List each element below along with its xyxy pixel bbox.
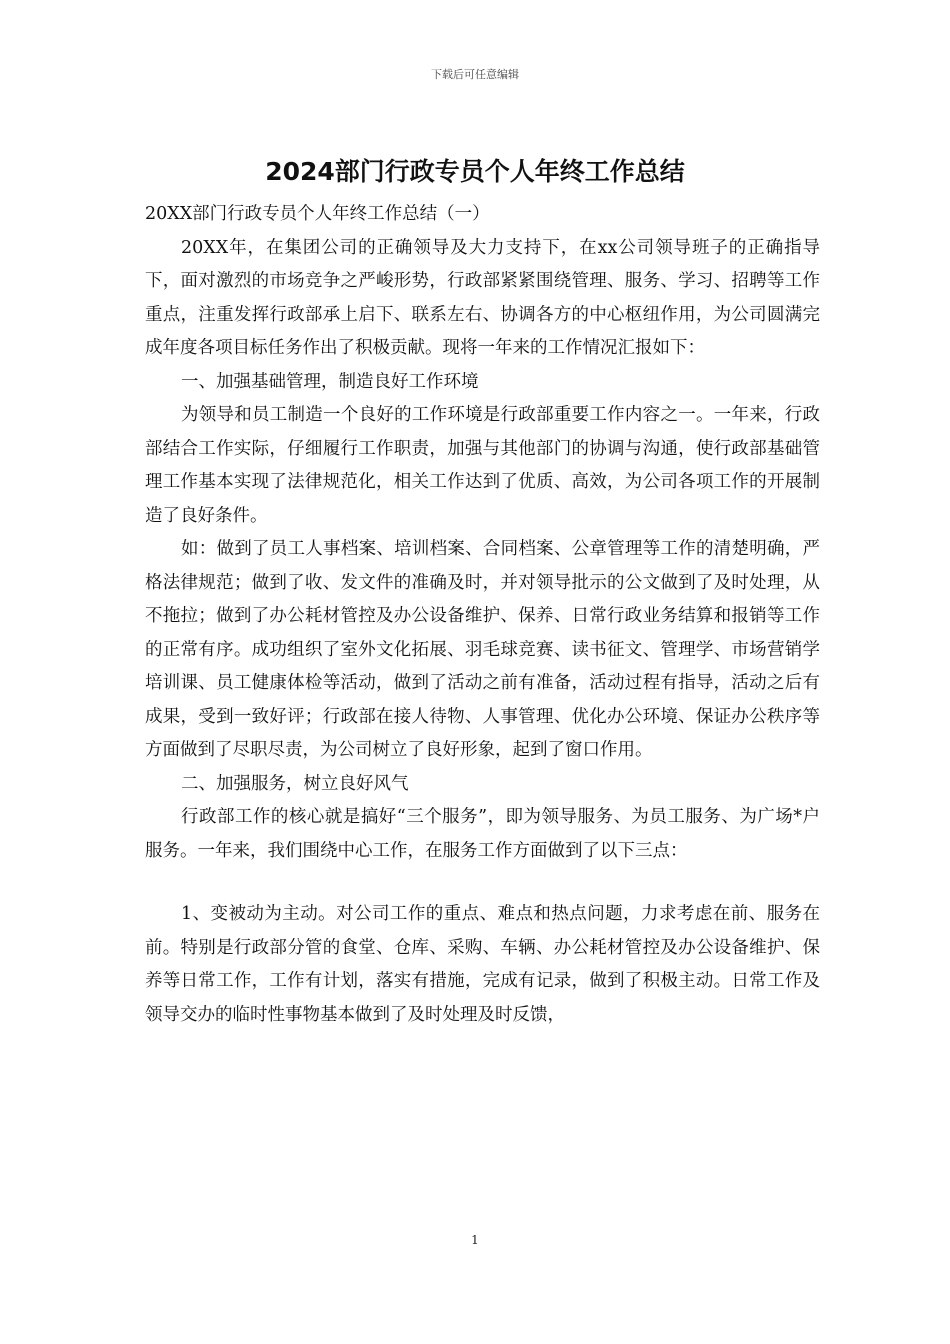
paragraph-section-1-examples: 如：做到了员工人事档案、培训档案、合同档案、公章管理等工作的清楚明确，严格法律规范；做到了收、发文件的准确及时，并对领导批示的公文做到了及时处理，从不拖拉；做到了办公耗材管控及办公设备维护、保养、日常行政业务结算和报销等工作的正常有序。成功组织了室外文化拓展、羽毛球竞赛、读书征文、管理学、市场营销学培训课、员工健康体检等活动，做到了活动之前有准备，活动过程有指导，活动之后有成果，受到一致好评；行政部在接人待物、人事管理、优化办公环境、保证办公秩序等方面做到了尽职尽责，为公司树立了良好形象，起到了窗口作用。 xyxy=(145,539,820,760)
paragraph-point-1: 1、变被动为主动。对公司工作的重点、难点和热点问题，力求考虑在前、服务在前。特别是行政部分管的食堂、仓库、采购、车辆、办公耗材管控及办公设备维护、保养等日常工作，工作有计划，落实有措施，完成有记录，做到了积极主动。日常工作及领导交办的临时性事物基本做到了及时处理及时反馈， xyxy=(145,904,820,1025)
document-title: 2024部门行政专员个人年终工作总结 xyxy=(265,157,685,186)
paragraph-spacer xyxy=(145,868,820,898)
page-number: 1 xyxy=(471,1233,479,1247)
section-subtitle: 20XX部门行政专员个人年终工作总结（一） xyxy=(145,204,490,224)
paragraph-intro: 20XX年，在集团公司的正确领导及大力支持下，在xx公司领导班子的正确指导下，面对激烈的市场竞争之严峻形势，行政部紧紧围绕管理、服务、学习、招聘等工作重点，注重发挥行政部承上启下、联系左右、协调各方的中心枢纽作用，为公司圆满完成年度各项目标任务作出了积极贡献。现将一年来的工作情况汇报如下： xyxy=(145,237,820,358)
header-note: 下载后可任意编辑 xyxy=(431,68,519,81)
heading-section-2: 二、加强服务，树立良好风气 xyxy=(181,773,409,794)
document-body xyxy=(145,198,820,1032)
paragraph-section-2: 行政部工作的核心就是搞好“三个服务”，即为领导服务、为员工服务、为广场*户服务。一年来，我们围绕中心工作，在服务工作方面做到了以下三点： xyxy=(145,807,820,861)
heading-section-1: 一、加强基础管理，制造良好工作环境 xyxy=(181,371,479,392)
paragraph-section-1: 为领导和员工制造一个良好的工作环境是行政部重要工作内容之一。一年来，行政部结合工作实际，仔细履行工作职责，加强与其他部门的协调与沟通，使行政部基础管理工作基本实现了法律规范化，相关工作达到了优质、高效，为公司各项工作的开展制造了良好条件。 xyxy=(145,405,820,526)
